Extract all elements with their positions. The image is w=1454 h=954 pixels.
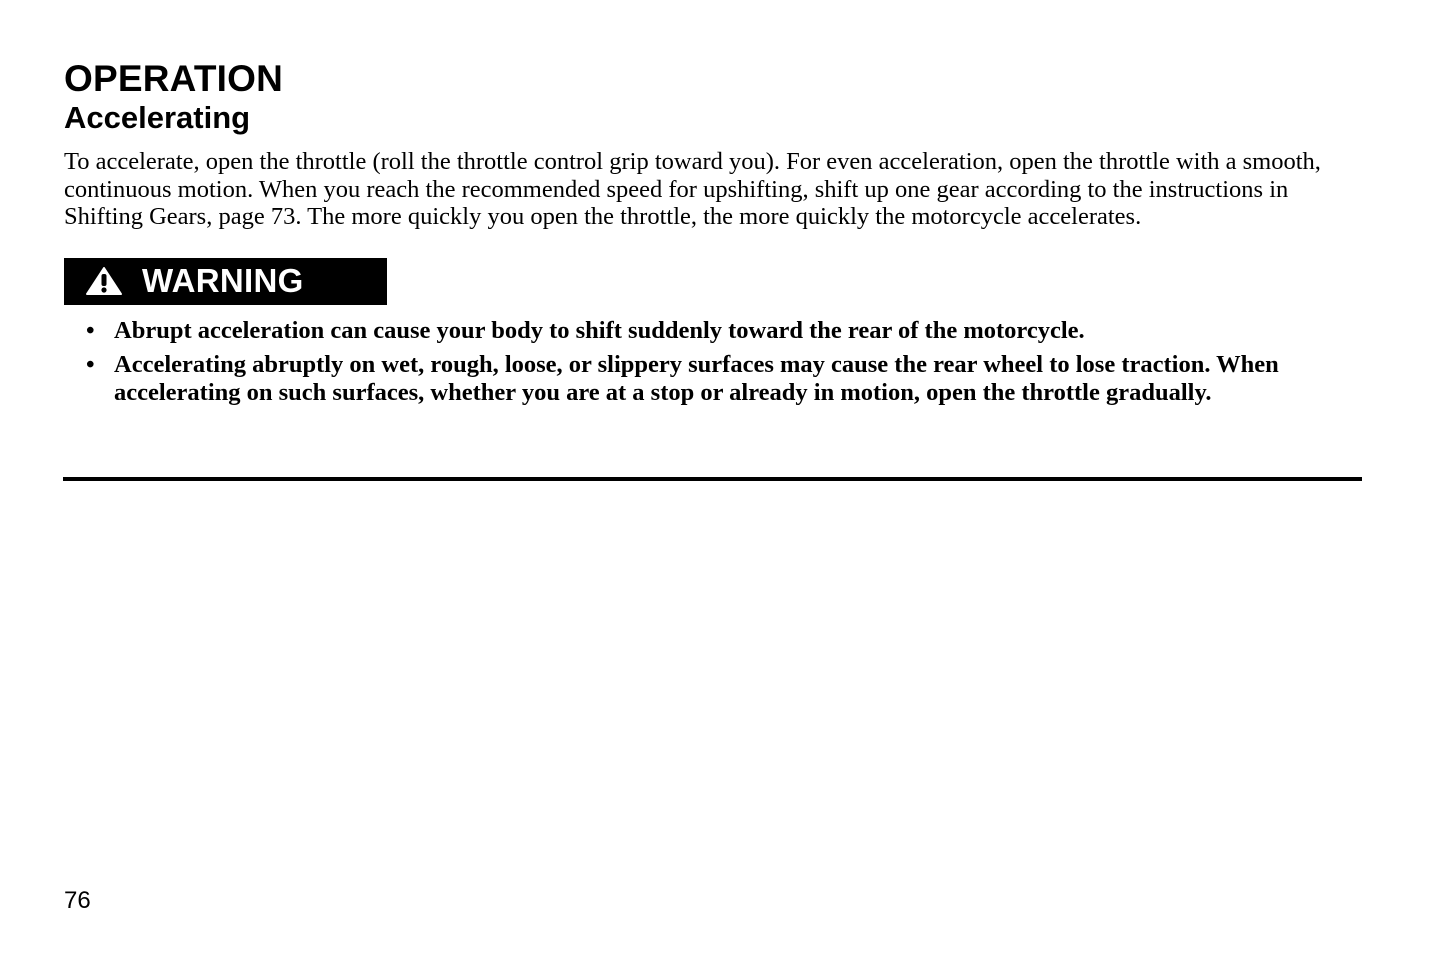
section-title: OPERATION — [64, 58, 284, 99]
warning-item-text: Abrupt acceleration can cause your body to shift suddenly toward the rear of the motorcycle. — [114, 316, 1085, 344]
subsection-title: Accelerating — [64, 100, 251, 135]
warning-item — [64, 351, 1344, 407]
warning-item — [64, 317, 1344, 345]
section-divider — [63, 477, 1362, 481]
page-number: 76 — [64, 887, 91, 914]
warning-banner — [64, 258, 387, 305]
bullet-icon: • — [86, 316, 95, 344]
warning-label: WARNING — [142, 262, 304, 299]
warning-list — [64, 317, 1362, 407]
manual-page — [64, 58, 1362, 413]
bullet-icon: • — [86, 350, 95, 378]
warning-triangle-icon — [85, 266, 123, 296]
warning-item-text: Accelerating abruptly on wet, rough, loose, or slippery surfaces may cause the rear wheel to lose traction. When accelerating on such surfaces, whether you are at a stop or already in motion, open the throttle gradually. — [114, 350, 1279, 406]
body-paragraph: To accelerate, open the throttle (roll the throttle control grip toward you). For even acceleration, open the throttle with a smooth, continuous motion. When you reach the recommended speed for upshifting, shift up one gear according to the instructions in Shifting Gears, page 73. The more quickly you open the throttle, the more quickly the motorcycle accelerates. — [64, 148, 1321, 230]
